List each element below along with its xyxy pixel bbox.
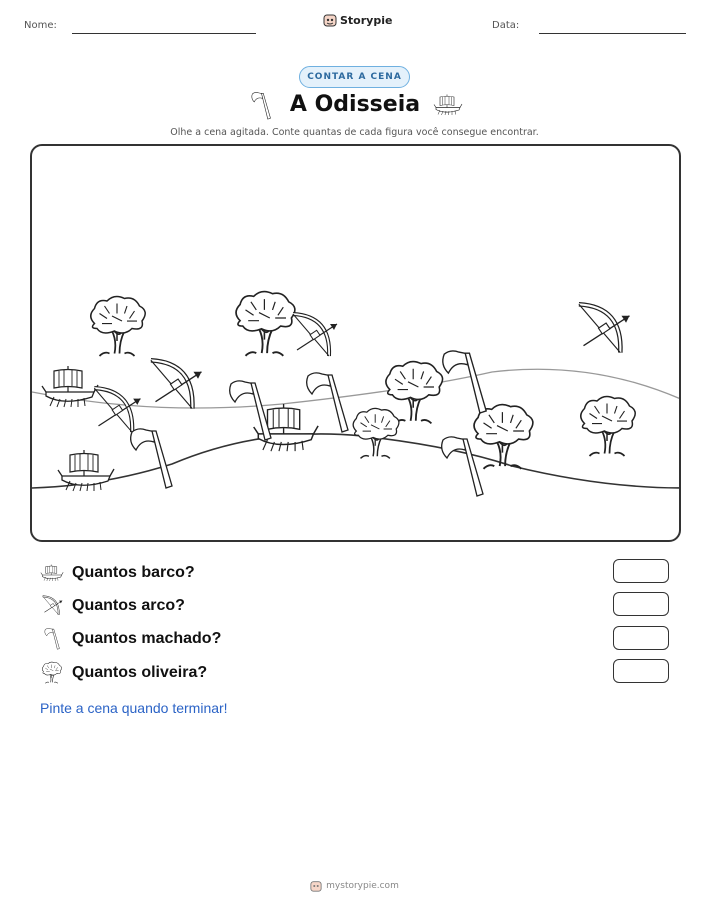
olive-tree-1: [91, 297, 145, 357]
scene-illustration: [32, 146, 681, 542]
bow-1: [293, 314, 337, 356]
bow-4: [579, 304, 630, 352]
name-label: Nome:: [24, 20, 57, 31]
answer-box-bows[interactable]: [613, 592, 669, 616]
storypie-logo: [323, 13, 392, 27]
axe-icon: [250, 92, 272, 120]
question-text: Quantos oliveira?: [72, 664, 208, 681]
bow-3: [94, 388, 140, 432]
axe-icon: [40, 628, 64, 650]
coloring-note: Pinte a cena quando terminar!: [40, 700, 228, 716]
logo-text: Storypie: [340, 13, 393, 27]
counting-scene: [30, 144, 681, 542]
axe-5: [442, 437, 483, 496]
question-text: Quantos machado?: [72, 630, 222, 647]
olive-tree-3: [386, 362, 443, 424]
date-line[interactable]: [539, 33, 686, 34]
axe-1: [230, 381, 271, 440]
ship-icon: [40, 562, 64, 584]
axe-3: [443, 351, 486, 413]
olive-tree-2: [236, 292, 295, 356]
question-ships: [40, 562, 195, 584]
ship-2: [58, 450, 114, 491]
footer: [0, 880, 709, 892]
page-title: A Odisseia: [289, 92, 421, 117]
instructions: Olhe a cena agitada. Conte quantas de cada figura você consegue encontrar.: [170, 127, 539, 138]
axe-2: [307, 373, 348, 432]
axe-4: [131, 429, 172, 488]
bow-2: [151, 360, 202, 408]
activity-badge: CONTAR A CENA: [299, 66, 410, 88]
footer-url[interactable]: mystorypie.com: [326, 881, 399, 891]
question-axes: [40, 628, 221, 650]
answer-box-ships[interactable]: [613, 559, 669, 583]
question-olive-trees: [40, 661, 207, 685]
answer-box-axes[interactable]: [613, 626, 669, 650]
bow-icon: [40, 595, 64, 617]
olive-tree-icon: [40, 661, 64, 685]
question-text: Quantos barco?: [72, 564, 195, 581]
storypie-mascot-icon: [323, 13, 337, 27]
answer-box-olive-trees[interactable]: [613, 659, 669, 683]
olive-tree-5: [474, 405, 533, 469]
olive-tree-6: [581, 397, 635, 457]
date-label: Data:: [492, 20, 520, 31]
ship-icon: [433, 92, 463, 118]
question-text: Quantos arco?: [72, 597, 185, 614]
olive-tree-4: [353, 408, 399, 458]
storypie-mascot-icon: [310, 880, 322, 892]
question-bows: [40, 595, 185, 617]
name-line[interactable]: [72, 33, 256, 34]
